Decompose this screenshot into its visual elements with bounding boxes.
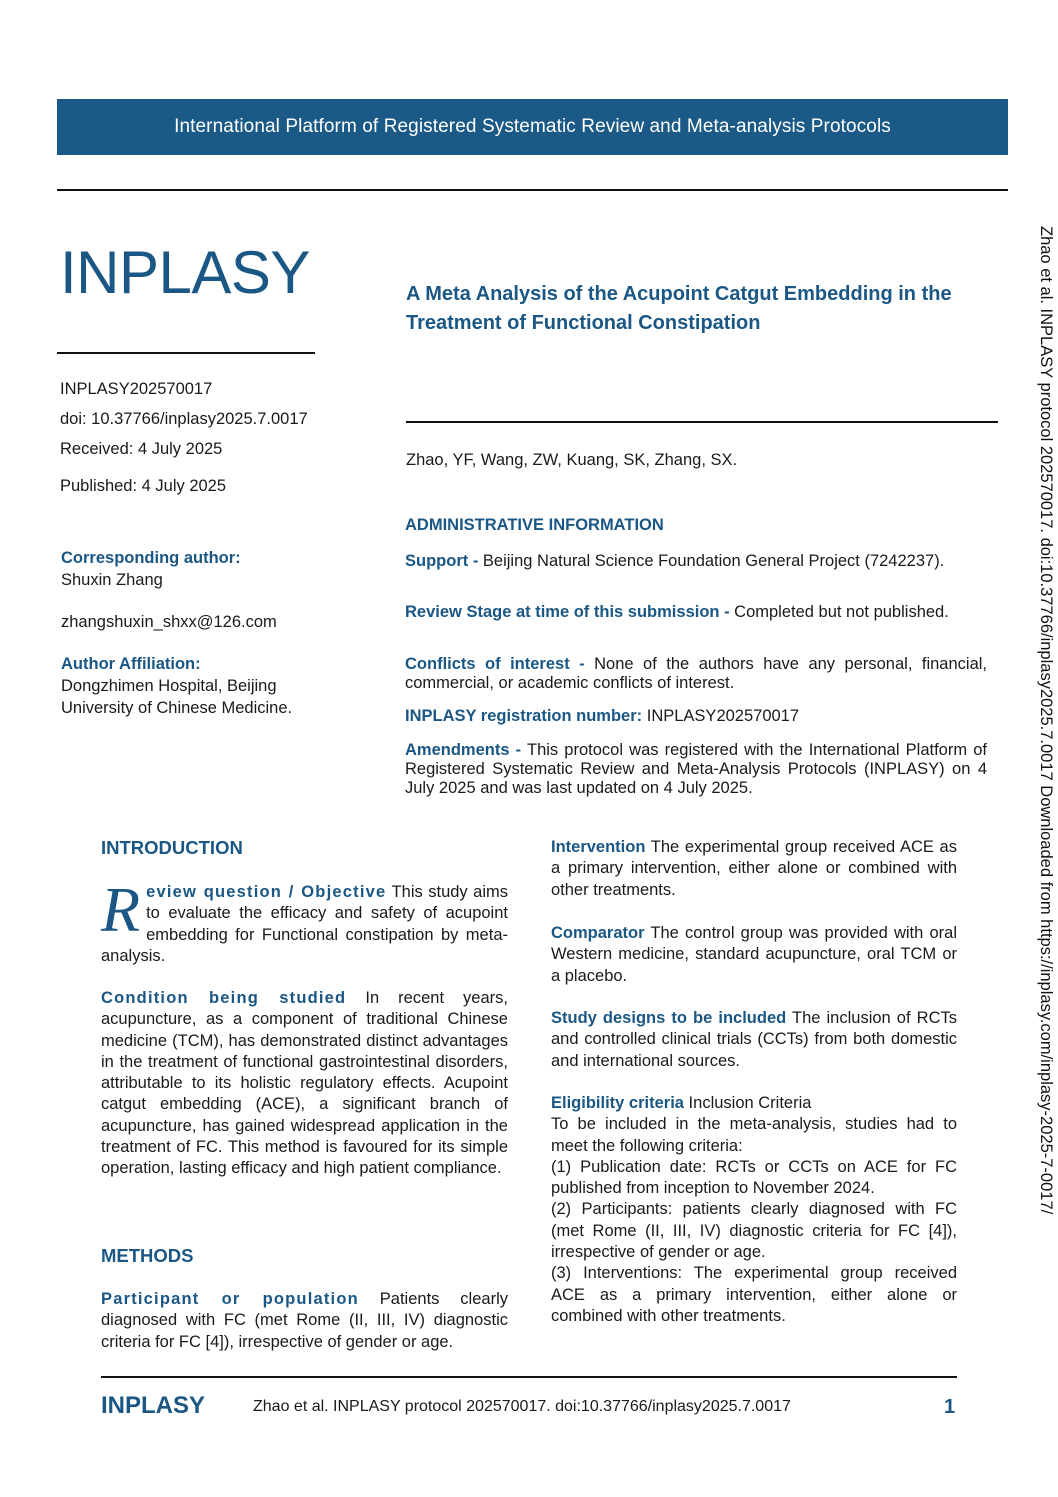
header-banner: International Platform of Registered Systematic Review and Meta-analysis Protocols	[57, 99, 1008, 155]
introduction-heading: INTRODUCTION	[101, 837, 243, 858]
eligibility-sub: Inclusion Criteria	[683, 1094, 812, 1112]
rq-text: This study aims to evaluate the efficacy and safety of acupoint embedding for Functional constipation by meta-analysis.	[101, 883, 509, 965]
admin-heading: ADMINISTRATIVE INFORMATION	[405, 516, 664, 534]
affiliation-label: Author Affiliation:	[61, 655, 201, 673]
review-stage-info	[405, 603, 987, 622]
study-design-paragraph	[551, 1008, 957, 1072]
participant-paragraph	[101, 1289, 508, 1353]
comparator-label: Comparator	[551, 924, 645, 942]
amendments-info	[405, 741, 987, 798]
corresponding-label: Corresponding author:	[61, 549, 241, 567]
study-design-text: The inclusion of RCTs and controlled clinical trials (CCTs) from both domestic and international sources.	[551, 1009, 957, 1070]
comparator-text: The control group was provided with oral Western medicine, standard acupuncture, oral TCM or a placebo.	[551, 924, 957, 985]
authors: Zhao, YF, Wang, ZW, Kuang, SK, Zhang, SX.	[406, 451, 738, 469]
intervention-label: Intervention	[551, 838, 646, 856]
reg-text: INPLASY202570017	[642, 707, 800, 725]
drop-cap: R	[101, 874, 141, 945]
top-divider	[57, 189, 1008, 191]
doi[interactable]: doi: 10.37766/inplasy2025.7.0017	[60, 410, 308, 428]
support-text: Beijing Natural Science Foundation General Project (7242237).	[478, 552, 945, 570]
published-date: Published: 4 July 2025	[60, 477, 227, 495]
registration-id: INPLASY202570017	[60, 380, 213, 398]
intervention-text: The experimental group received ACE as a primary intervention, either alone or combined with other treatments.	[551, 838, 957, 899]
eligibility-line: To be included in the meta-analysis, studies had to meet the following criteria:	[551, 1115, 957, 1155]
participant-text: Patients clearly diagnosed with FC (met Rome (II, III, IV) diagnostic criteria for FC [4]), irrespective of gender or age.	[101, 1290, 508, 1351]
review-label: Review Stage at time of this submission -	[405, 603, 730, 621]
eligibility-label: Eligibility criteria	[551, 1094, 684, 1112]
conflicts-info	[405, 655, 987, 693]
title-divider	[406, 421, 998, 423]
received-date: Received: 4 July 2025	[60, 440, 223, 458]
study-design-label: Study designs to be included	[551, 1009, 787, 1027]
corresponding-email[interactable]: zhangshuxin_shxx@126.com	[61, 613, 277, 631]
eligibility-header	[551, 1093, 957, 1114]
rq-label: eview question / Objective	[146, 883, 387, 901]
footer-brand: INPLASY	[101, 1392, 206, 1419]
author-affiliation	[61, 653, 331, 719]
review-text: Completed but not published.	[729, 603, 949, 621]
brand-divider	[57, 352, 315, 354]
methods-heading: METHODS	[101, 1245, 194, 1266]
corresponding-author	[61, 547, 331, 591]
eligibility-line: (3) Interventions: The experimental group received ACE as a primary intervention, either alone or combined with other treatments.	[551, 1264, 957, 1325]
page-number: 1	[944, 1396, 956, 1418]
vertical-citation-note: Zhao et al. INPLASY protocol 202570017. doi:10.37766/inplasy2025.7.0017 Downloaded from https://inplasy.com/inplasy-2025-7-0017/	[1037, 226, 1055, 1215]
support-info	[405, 552, 987, 571]
conflicts-label: Conflicts of interest -	[405, 655, 585, 673]
footer-citation: Zhao et al. INPLASY protocol 202570017. doi:10.37766/inplasy2025.7.0017	[253, 1398, 791, 1415]
footer-divider	[101, 1376, 957, 1378]
review-question-paragraph	[101, 874, 509, 967]
eligibility-paragraph	[551, 1093, 957, 1327]
intervention-paragraph	[551, 837, 957, 901]
paper-title: A Meta Analysis of the Acupoint Catgut Embedding in the Treatment of Functional Constipation	[406, 283, 952, 334]
eligibility-line: (2) Participants: patients clearly diagnosed with FC (met Rome (II, III, IV) diagnostic criteria for FC [4]), irrespective of gender or age.	[551, 1200, 957, 1262]
amend-text: This protocol was registered with the International Platform of Registered Systematic Review and Meta-Analysis Protocols (INPLASY) on 4 July 2025 and was last updated on 4 July 2025.	[405, 741, 987, 797]
condition-label: Condition being studied	[101, 989, 347, 1007]
amend-label: Amendments -	[405, 741, 522, 759]
reg-label: INPLASY registration number:	[405, 707, 643, 725]
participant-label: Participant or population	[101, 1290, 359, 1308]
brand-logo: INPLASY	[60, 239, 310, 306]
support-label: Support -	[405, 552, 479, 570]
corresponding-name: Shuxin Zhang	[61, 571, 163, 589]
comparator-paragraph	[551, 923, 957, 987]
affiliation-text: Dongzhimen Hospital, Beijing University of Chinese Medicine.	[61, 677, 293, 717]
registration-number-info	[405, 707, 987, 726]
condition-paragraph	[101, 988, 508, 1180]
condition-text: In recent years, acupuncture, as a component of traditional Chinese medicine (TCM), has demonstrated distinct advantages in the treatment of functional gastrointestinal disorders, attributable to its holistic regulatory effects. Acupoint catgut embedding (ACE), a significant branch of acupuncture, has gained widespread application in the treatment of FC. This method is favoured for its simple operation, lasting efficacy and high patient compliance.	[101, 989, 508, 1178]
conflicts-text: None of the authors have any personal, financial, commercial, or academic conflicts of interest.	[405, 655, 987, 692]
eligibility-line: (1) Publication date: RCTs or CCTs on ACE for FC published from inception to November 2024.	[551, 1157, 957, 1198]
